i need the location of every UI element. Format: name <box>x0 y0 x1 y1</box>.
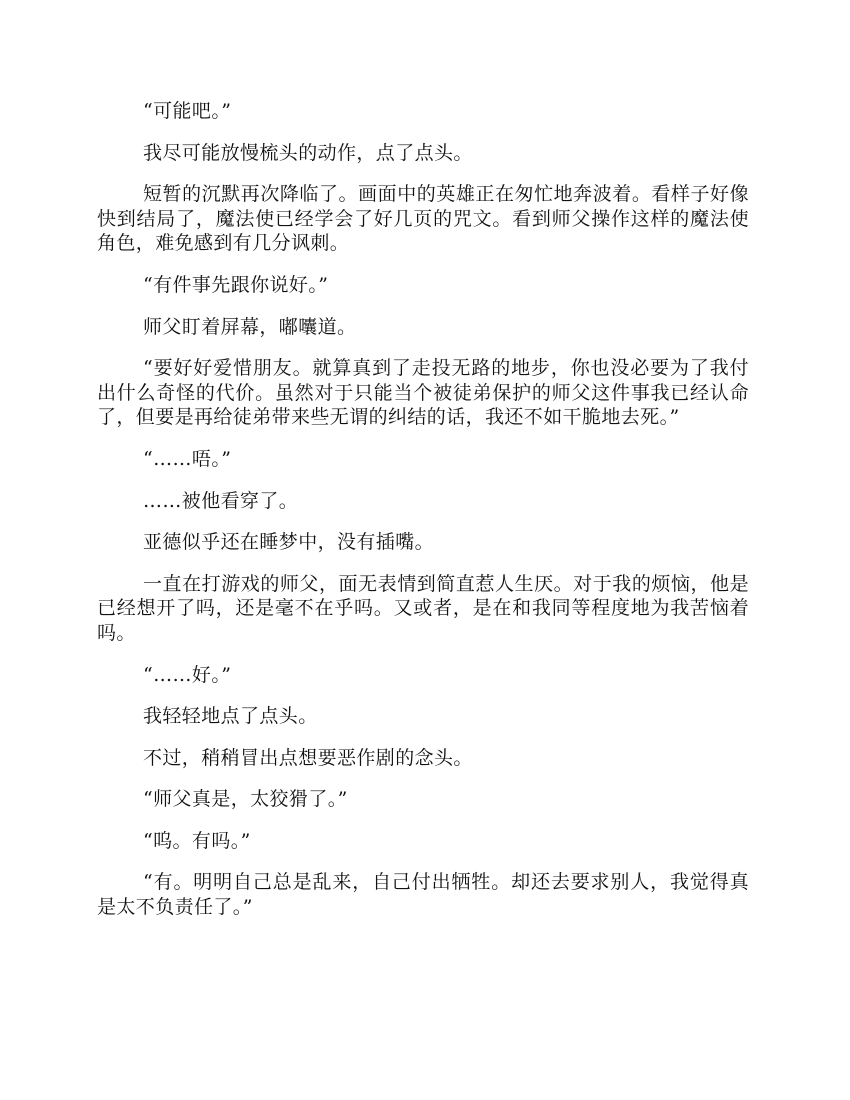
paragraph: “师父真是，太狡猾了。” <box>143 788 348 811</box>
paragraph: 亚德似乎还在睡梦中，没有插嘴。 <box>143 531 435 554</box>
paragraph: “可能吧。” <box>143 100 232 122</box>
paragraph: 一直在打游戏的师父，面无表情到简直惹人生厌。对于我的烦恼，他是已经想开了吗，还是毫不在乎吗。又或者，是在和我同等程度地为我苦恼着吗。 <box>97 572 749 644</box>
paragraph: 短暂的沉默再次降临了。画面中的英雄正在匆忙地奔波着。看样子好像快到结局了，魔法使已经学会了好几页的咒文。看到师父操作这样的魔法使角色，难免感到有几分讽刺。 <box>97 183 749 255</box>
paragraph: “……唔。” <box>143 447 232 470</box>
paragraph: “有件事先跟你说好。” <box>143 273 329 296</box>
paragraph: 我尽可能放慢梳头的动作，点了点头。 <box>143 141 473 164</box>
paragraph: “呜。有吗。” <box>143 829 251 852</box>
paragraph: 师父盯着屏幕，嘟囔道。 <box>143 315 357 338</box>
paragraph: ……被他看穿了。 <box>143 489 299 512</box>
body-text <box>97 99 749 937</box>
paragraph: 不过，稍稍冒出点想要恶作剧的念头。 <box>143 746 473 769</box>
paragraph: “有。明明自己总是乱来，自己付出牺牲。却还去要求别人，我觉得真是太不负责任了。” <box>97 871 749 919</box>
paragraph: 我轻轻地点了点头。 <box>143 705 318 728</box>
paragraph: “……好。” <box>143 663 232 686</box>
paragraph: “要好好爱惜朋友。就算真到了走投无路的地步，你也没必要为了我付出什么奇怪的代价。虽然对于只能当个被徒弟保护的师父这件事我已经认命了，但要是再给徒弟带来些无谓的纠结的话，我还不如干脆地去死。” <box>97 357 749 429</box>
